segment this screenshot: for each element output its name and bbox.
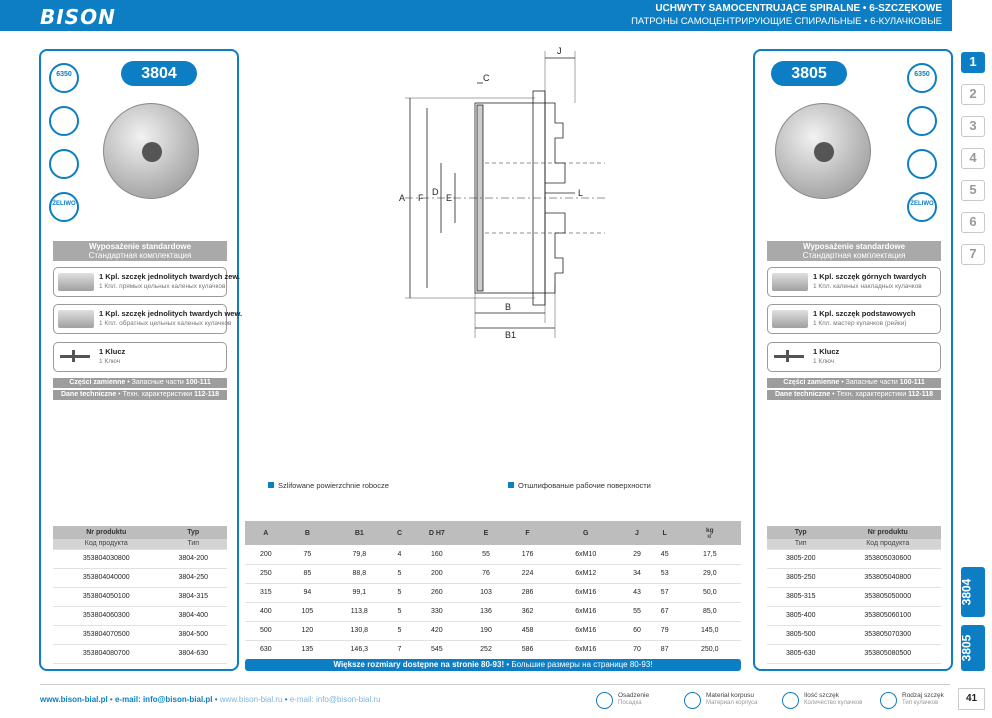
key-icon bbox=[60, 355, 90, 358]
table-row: 3805-315 353805050000 bbox=[767, 587, 941, 606]
standard-equipment-header: Wyposażenie standardowe Стандартная комплектация bbox=[53, 241, 227, 261]
product-code-table: Nr produktu Typ Код продукта Тип 353804030800 3804-200 353804040000 3804-250 353804050100 3804-315 353804060300 3804-400 353804070500 3804-500 353804080700 3804-630 bbox=[53, 526, 227, 664]
tech-data-link[interactable]: Dane techniczne • Техн. характеристики 112-118 bbox=[53, 390, 227, 400]
side-tab-3805[interactable]: 3805 bbox=[961, 625, 985, 671]
jaw-step-icon bbox=[49, 149, 79, 179]
chapter-tab-6[interactable]: 6 bbox=[961, 212, 985, 233]
equipment-item: 1 Kpl. szczęk górnych twardych 1 Кпл. каленых накладных кулачков bbox=[767, 267, 941, 297]
wheel-icon bbox=[907, 106, 937, 136]
table-row: 3805-630 353805080500 bbox=[767, 644, 941, 663]
legend-pl: Szlifowane powierzchnie robocze bbox=[268, 481, 389, 490]
cast-iron-icon: ŻELIWO bbox=[49, 192, 79, 222]
table-row: 250 85 88,8 5 200 76 224 6xM12 34 53 29,0 bbox=[245, 564, 741, 583]
mounting-icon bbox=[596, 692, 613, 709]
equipment-item: 1 Kpl. szczęk jednolitych twardych zew. 1 Кпл. прямых цельных каленых кулачков bbox=[53, 267, 227, 297]
table-row: 353804030800 3804-200 bbox=[53, 549, 227, 568]
wheel-icon bbox=[49, 106, 79, 136]
jaws-outer-icon bbox=[58, 273, 94, 291]
header-bar bbox=[0, 0, 952, 31]
jaw-count-icon bbox=[782, 692, 799, 709]
din-6350-icon: 6350 bbox=[49, 63, 79, 93]
dim-label-l: L bbox=[578, 188, 584, 198]
dim-label-b1: B1 bbox=[505, 330, 517, 340]
dim-label-a: A bbox=[399, 193, 406, 203]
feature-icons bbox=[907, 63, 937, 235]
table-row: 3805-400 353805060100 bbox=[767, 606, 941, 625]
legend-ru: Отшлифованые рабочие поверхности bbox=[508, 481, 651, 490]
product-panel-3805 bbox=[753, 49, 953, 671]
cast-iron-icon: ŻELIWO bbox=[907, 192, 937, 222]
page-number: 41 bbox=[958, 688, 985, 710]
site-ru-link[interactable]: www.bison-bial.ru bbox=[219, 695, 283, 704]
spare-parts-link[interactable]: Części zamienne • Запасные части 100-111 bbox=[767, 378, 941, 388]
dim-label-d: D bbox=[432, 187, 439, 197]
jaws-inner-icon bbox=[58, 310, 94, 328]
header-title-pl: UCHWYTY SAMOCENTRUJĄCE SPIRALNE • 6-SZCZĘKOWE bbox=[655, 3, 942, 14]
table-row: 353804040000 3804-250 bbox=[53, 568, 227, 587]
jaws-top-icon bbox=[772, 273, 808, 291]
header-title-ru: ПАТРОНЫ САМОЦЕНТРИРУЮЩИЕ СПИРАЛЬНЫЕ • 6-КУЛАЧКОВЫЕ bbox=[631, 16, 942, 27]
dimensions-table: A B B1 C D H7 E F G J L kg кг 200 75 79,8 4 160 55 176 6xM10 29 45 17,5 250 85 88,8 5 200 76 224 6xM12 34 53 29,0 315 94 99,1 5 260 103 286 6xM16 43 57 50,0 400 105 113,8 5 330 136 362 6xM16 55 67 85,0 500 120 130,8 5 420 190 458 6xM16 60 79 145,0 630 135 146,3 7 545 252 586 6xM16 70 87 250,0 bbox=[245, 521, 741, 660]
chapter-tab-3[interactable]: 3 bbox=[961, 116, 985, 137]
equipment-item: 1 Kpl. szczęk jednolitych twardych wew. 1 Кпл. обратных цельных каленых кулачков bbox=[53, 304, 227, 334]
key-icon bbox=[774, 355, 804, 358]
dim-label-j: J bbox=[557, 46, 562, 56]
model-label: 3805 bbox=[771, 61, 847, 86]
chuck-photo bbox=[775, 103, 871, 199]
technical-drawing bbox=[385, 43, 615, 348]
table-row: 353804050100 3804-315 bbox=[53, 587, 227, 606]
table-row: 3805-500 353805070300 bbox=[767, 625, 941, 644]
equipment-item: 1 Kpl. szczęk podstawowych 1 Кпл. мастер кулачков (рейки) bbox=[767, 304, 941, 334]
product-panel-3804 bbox=[39, 49, 243, 671]
dim-label-b: B bbox=[505, 302, 512, 312]
chuck-photo bbox=[103, 103, 199, 199]
table-row: 353804060300 3804-400 bbox=[53, 606, 227, 625]
chapter-tab-7[interactable]: 7 bbox=[961, 244, 985, 265]
standard-equipment-header: Wyposażenie standardowe Стандартная комплектация bbox=[767, 241, 941, 261]
table-row: 3805-250 353805040800 bbox=[767, 568, 941, 587]
dim-label-f: F bbox=[418, 193, 424, 203]
legend-square-icon bbox=[508, 482, 514, 488]
spare-parts-link[interactable]: Części zamienne • Запасные части 100-111 bbox=[53, 378, 227, 388]
email-pl-link[interactable]: e-mail: info@bison-bial.pl bbox=[114, 695, 213, 704]
footer-divider bbox=[40, 684, 950, 685]
dim-label-e: E bbox=[446, 193, 453, 203]
chapter-tab-5[interactable]: 5 bbox=[961, 180, 985, 201]
chapter-tab-1[interactable]: 1 bbox=[961, 52, 985, 73]
table-row: 200 75 79,8 4 160 55 176 6xM10 29 45 17,5 bbox=[245, 545, 741, 564]
body-material-icon bbox=[684, 692, 701, 709]
side-tab-3804[interactable]: 3804 bbox=[961, 567, 985, 617]
table-row: 315 94 99,1 5 260 103 286 6xM16 43 57 50,0 bbox=[245, 583, 741, 602]
table-row: 3805-200 353805030600 bbox=[767, 549, 941, 568]
chapter-tab-4[interactable]: 4 bbox=[961, 148, 985, 169]
table-row: 630 135 146,3 7 545 252 586 6xM16 70 87 250,0 bbox=[245, 640, 741, 659]
site-pl-link[interactable]: www.bison-bial.pl bbox=[40, 695, 108, 704]
product-code-table: Typ Nr produktu Тип Код продукта 3805-200 353805030600 3805-250 353805040800 3805-315 353805050000 3805-400 353805060100 3805-500 353805070300 3805-630 353805080500 bbox=[767, 526, 941, 664]
table-row: 353804080700 3804-630 bbox=[53, 644, 227, 663]
bison-logo: BISON bbox=[40, 5, 116, 29]
equipment-item: 1 Klucz 1 Ключ bbox=[767, 342, 941, 372]
jaw-type-icon bbox=[880, 692, 897, 709]
email-ru-link[interactable]: e-mail: info@bison-bial.ru bbox=[289, 695, 381, 704]
jaw-step-icon bbox=[907, 149, 937, 179]
feature-icons bbox=[49, 63, 79, 235]
tech-data-link[interactable]: Dane techniczne • Техн. характеристики 112-118 bbox=[767, 390, 941, 400]
chapter-tab-2[interactable]: 2 bbox=[961, 84, 985, 105]
footer-contacts: www.bison-bial.pl • e-mail: info@bison-bial.pl • www.bison-bial.ru • e-mail: info@bison-bial.ru bbox=[40, 695, 381, 704]
din-6350-icon: 6350 bbox=[907, 63, 937, 93]
dim-label-c: C bbox=[483, 73, 490, 83]
model-label: 3804 bbox=[121, 61, 197, 86]
equipment-item: 1 Klucz 1 Ключ bbox=[53, 342, 227, 372]
jaws-base-icon bbox=[772, 310, 808, 328]
table-row: 353804070500 3804-500 bbox=[53, 625, 227, 644]
table-row: 500 120 130,8 5 420 190 458 6xM16 60 79 145,0 bbox=[245, 621, 741, 640]
chapter-tabs bbox=[961, 52, 985, 276]
legend-square-icon bbox=[268, 482, 274, 488]
larger-sizes-banner[interactable]: Większe rozmiary dostępne na stronie 80-93! • Большие размеры на странице 80-93! bbox=[245, 659, 741, 671]
table-row: 400 105 113,8 5 330 136 362 6xM16 55 67 85,0 bbox=[245, 602, 741, 621]
